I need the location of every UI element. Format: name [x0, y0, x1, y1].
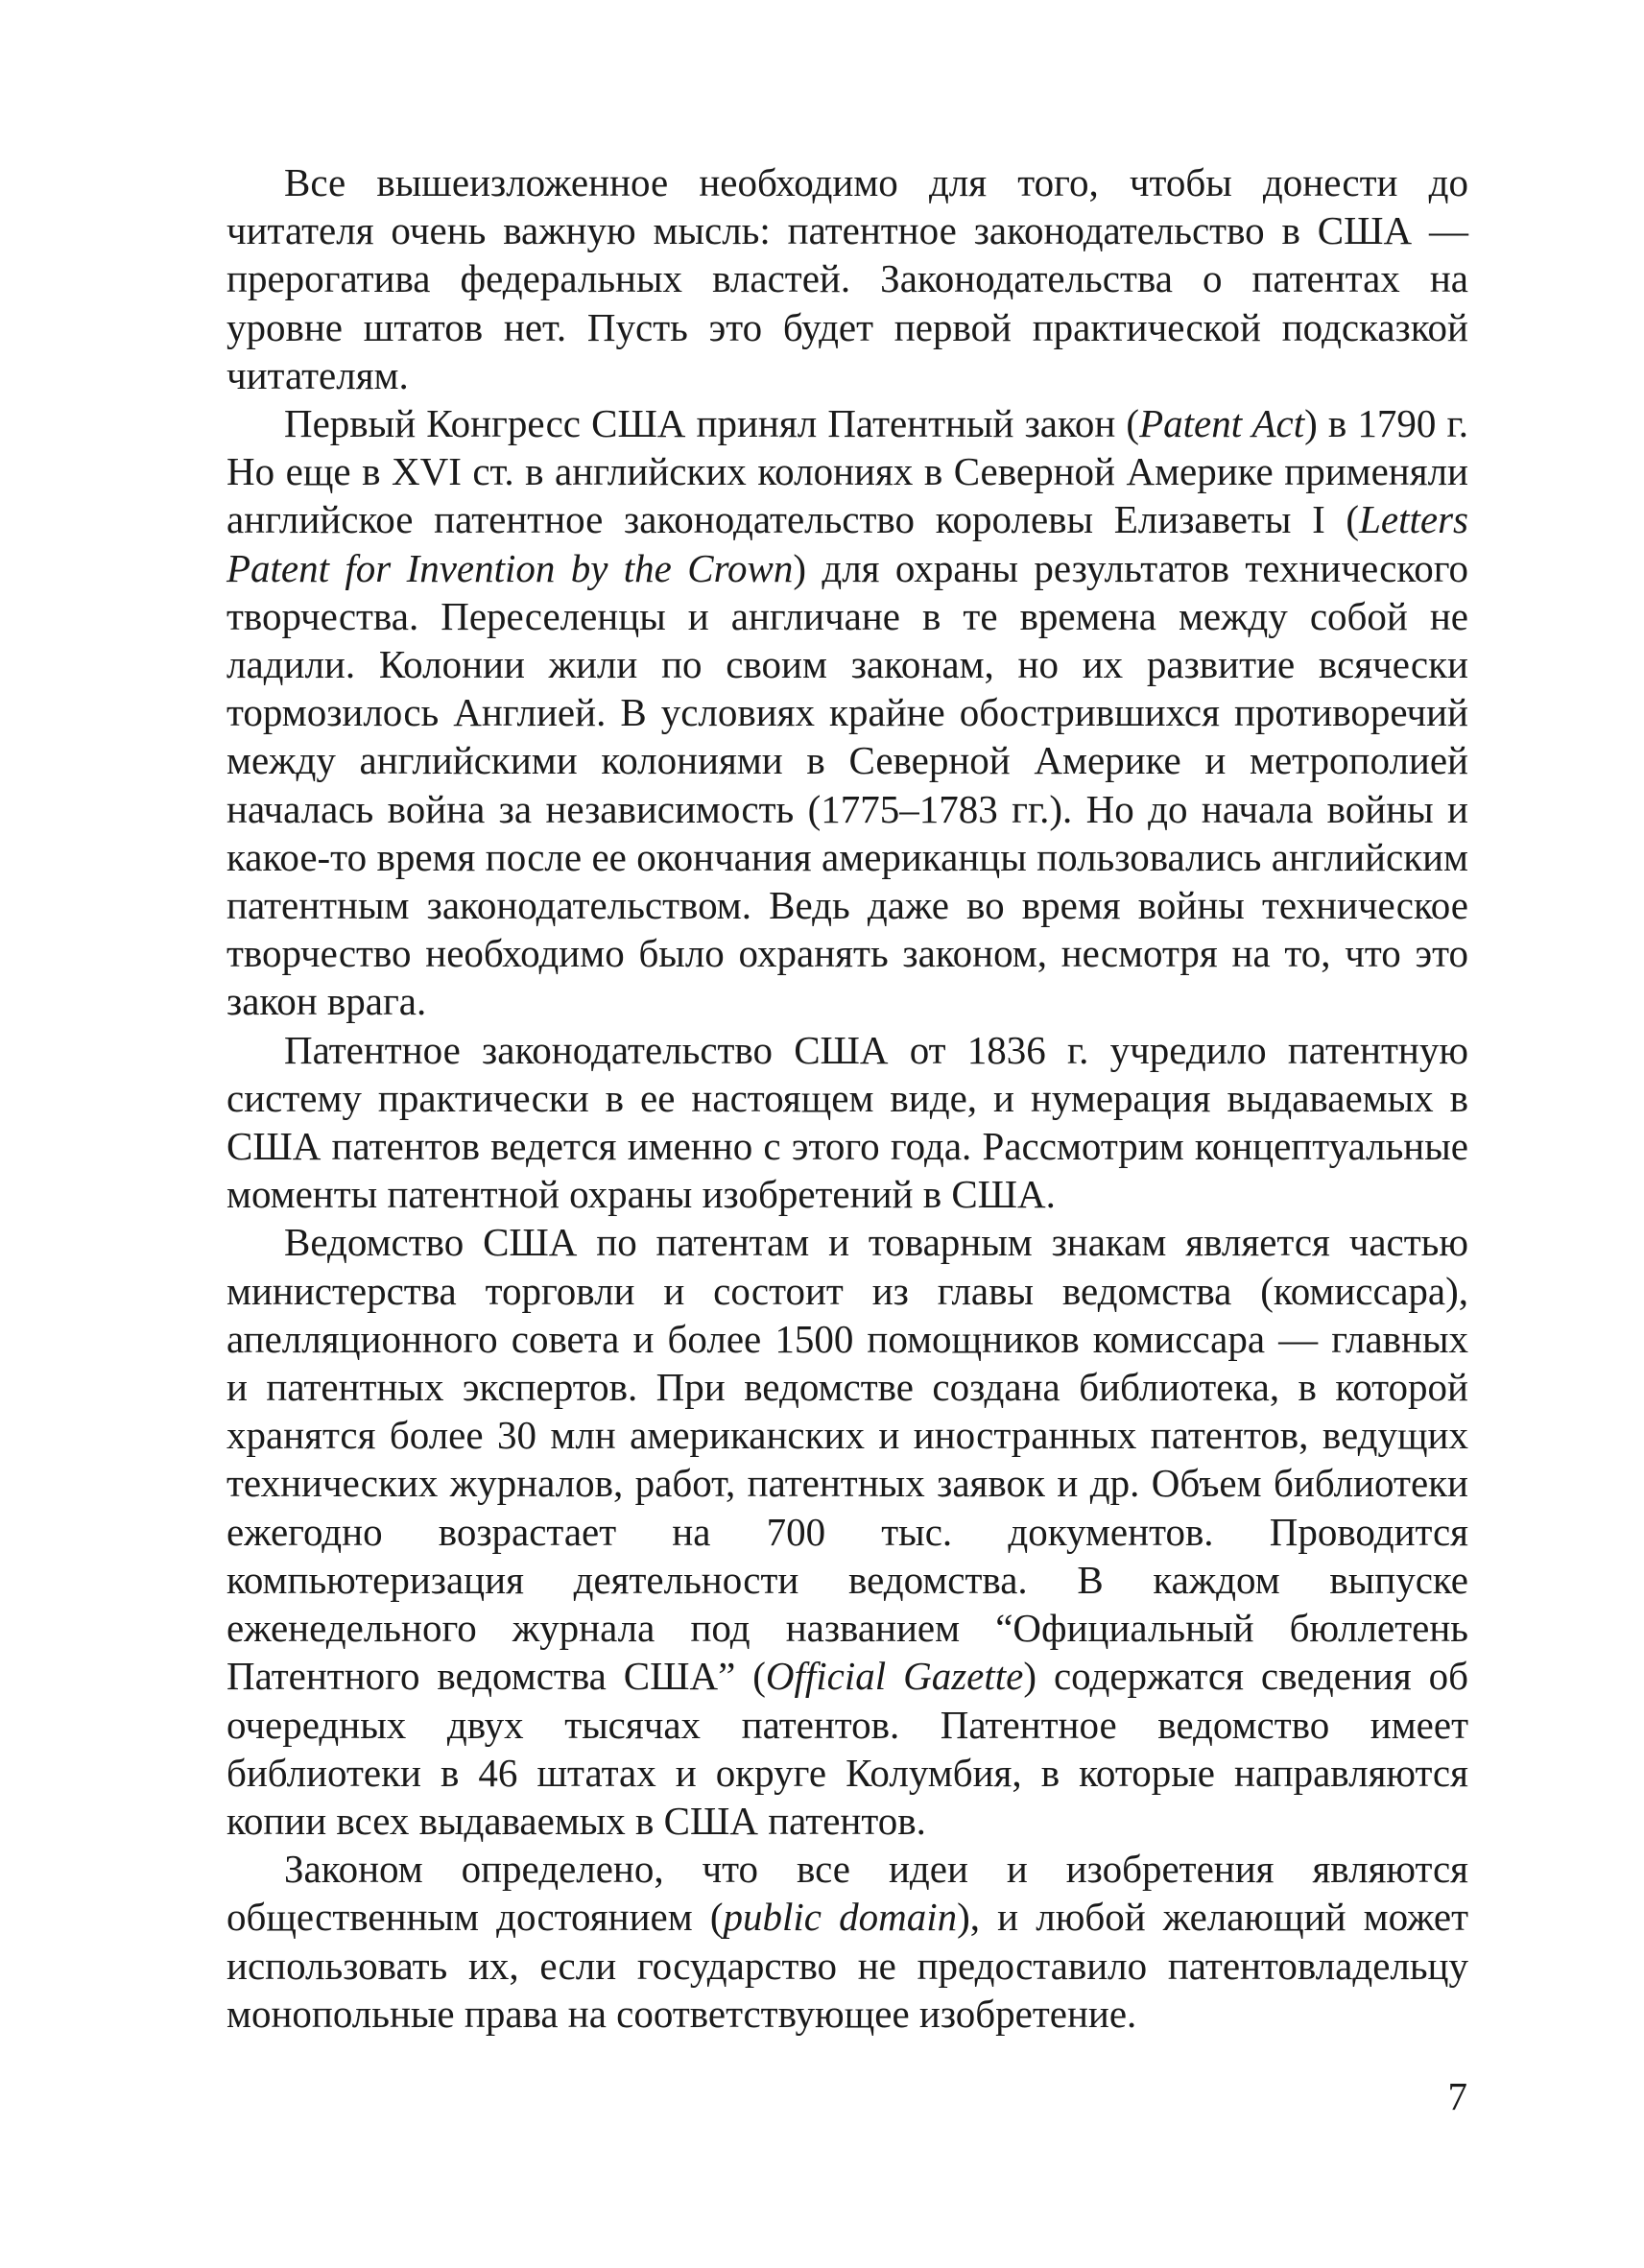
paragraph-3 — [226, 1026, 1468, 1219]
official-gazette-term: Official Gazette — [765, 1654, 1024, 1699]
paragraph-4-text-2: ) содержатся сведения об очередных двух тысячах патентов. Патентное ведомство имеет библиотеки в 46 штатах и округе Колумбия, в которые направляются копии всех выдаваемых в США патентов. — [226, 1654, 1468, 1843]
page-number: 7 — [1447, 2074, 1467, 2118]
patent-act-term: Patent Act — [1139, 401, 1305, 446]
paragraph-1-text: Все вышеизложенное необходимо для того, чтобы донести до читателя очень важную мысль: патентное законодательство в США — прерогатива федеральных властей. Законодательства о патентах на уровне штатов нет. Пусть это будет первой практической подсказкой читателям. — [226, 160, 1468, 397]
paragraph-5 — [226, 1845, 1468, 2038]
paragraph-1 — [226, 158, 1468, 399]
body-text — [226, 158, 1468, 2038]
public-domain-term: public domain — [723, 1895, 958, 1940]
paragraph-2 — [226, 399, 1468, 1026]
letters-patent-term: Letters Patent for Invention by the Crown — [226, 497, 1468, 590]
paragraph-5-text-1: Законом определено, что все идеи и изобретения являются общественным достоянием ( — [226, 1847, 1468, 1940]
paragraph-2-text-3: ) для охраны результатов технического творчества. Переселенцы и англичане в те времена между собой не ладили. Колонии жили по своим законам, но их развитие всячески тормозилось Англией. В условиях крайне обострившихся противоречий между английскими колониями в Северной Америке и метрополией началась война за независимость (1775–1783 гг.). Но до начала войны и какое-то время после ее окончания американцы пользовались английским патентным законодательством. Ведь даже во время войны техническое творчество необходимо было охранять законом, несмотря на то, что это закон врага. — [226, 545, 1468, 1024]
paragraph-3-text: Патентное законодательство США от 1836 г. учредило патентную систему практически в ее настоящем виде, и нумерация выдаваемых в США патентов ведется именно с этого года. Рассмотрим концептуальные моменты патентной охраны изобретений в США. — [226, 1027, 1468, 1217]
paragraph-5-text-2: ), и любой желающий может использовать их, если государство не предоставило патентовладельцу монопольные права на соответствующее изобретение. — [226, 1895, 1468, 2036]
paragraph-4 — [226, 1218, 1468, 1845]
paragraph-2-text-2: ) в 1790 г. Но еще в XVI ст. в английских колониях в Северной Америке применяли английское патентное законодательство королевы Елизаветы I ( — [226, 401, 1468, 542]
paragraph-2-text-1: Первый Конгресс США принял Патентный закон ( — [284, 401, 1140, 446]
paragraph-4-text-1: Ведомство США по патентам и товарным знакам является частью министерства торговли и состоит из главы ведомства (комиссара), апелляционного совета и более 1500 помощников комиссара — главных и патентных экспертов. При ведомстве создана библиотека, в которой хранятся более 30 млн американских и иностранных патентов, ведущих технических журналов, работ, патентных заявок и др. Объем библиотеки ежегодно возрастает на 700 тыс. документов. Проводится компьютеризация деятельности ведомства. В каждом выпуске еженедельного журнала под названием “Официальный бюллетень Патентного ведомства США” ( — [226, 1220, 1468, 1699]
